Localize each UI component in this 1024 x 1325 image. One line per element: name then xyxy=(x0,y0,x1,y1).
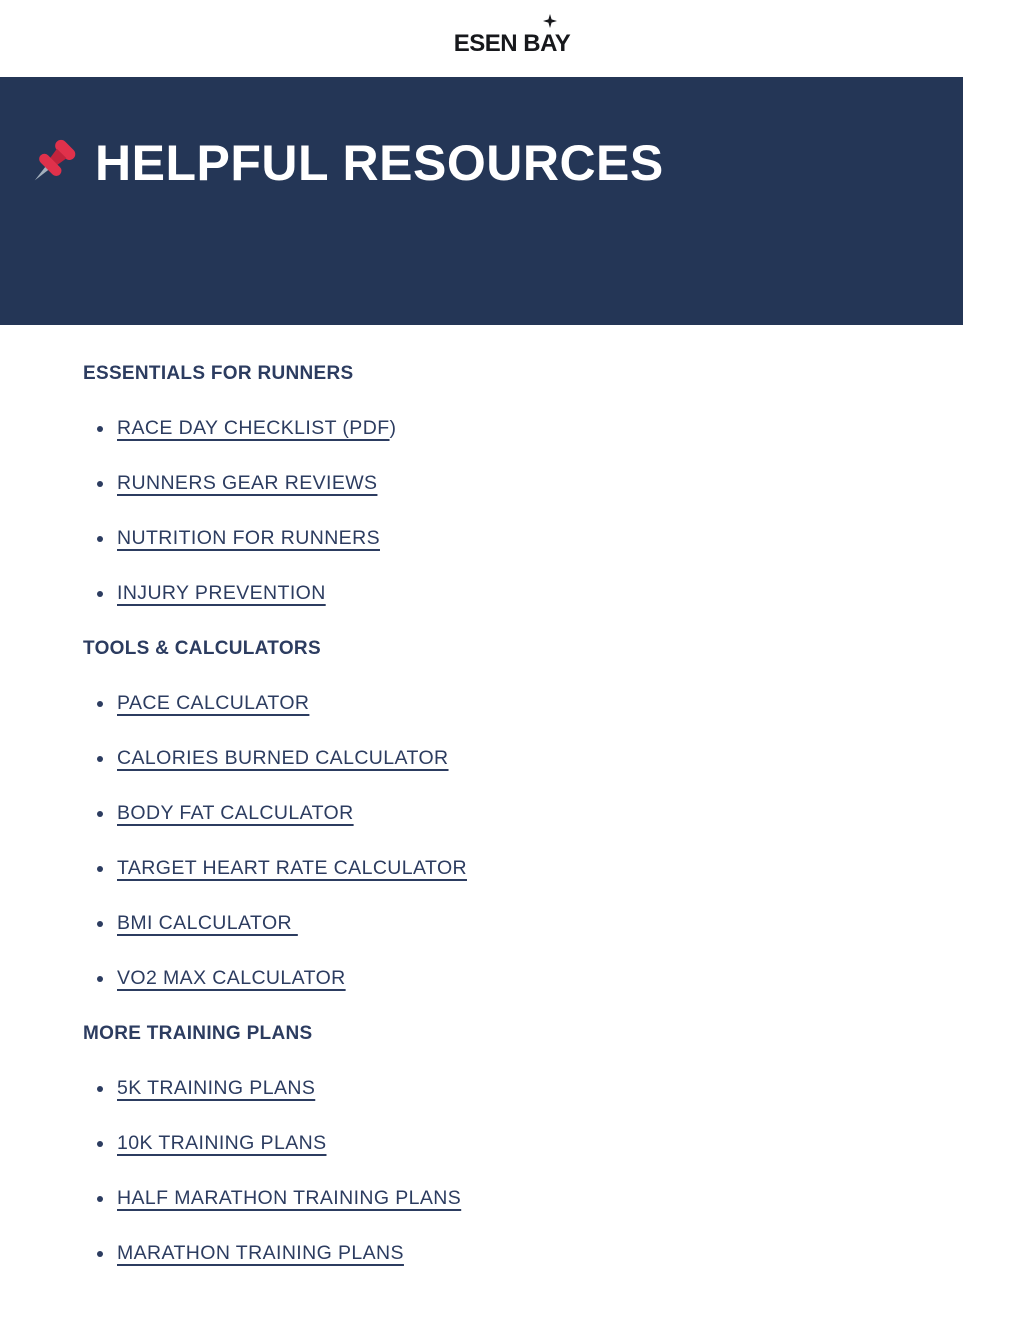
resource-link[interactable]: TARGET HEART RATE CALCULATOR xyxy=(117,857,467,879)
resource-link[interactable]: VO2 MAX CALCULATOR xyxy=(117,967,346,989)
bullet-icon xyxy=(97,426,103,432)
site-logo[interactable] xyxy=(454,20,571,58)
resource-list xyxy=(0,325,1024,1281)
bullet-icon xyxy=(97,1196,103,1202)
list-item xyxy=(83,566,1024,621)
bullet-icon xyxy=(97,591,103,597)
list-item xyxy=(83,676,1024,731)
list-item xyxy=(83,841,1024,896)
bullet-icon xyxy=(97,536,103,542)
resource-link[interactable]: NUTRITION FOR RUNNERS xyxy=(117,527,380,549)
resource-link[interactable]: RUNNERS GEAR REVIEWS xyxy=(117,472,378,494)
resource-link[interactable]: BMI CALCULATOR xyxy=(117,912,298,934)
link-suffix: ) xyxy=(389,417,397,439)
list-item xyxy=(83,1061,1024,1116)
bullet-icon xyxy=(97,921,103,927)
list-item xyxy=(83,401,1024,456)
list-item xyxy=(83,786,1024,841)
resource-link[interactable]: INJURY PREVENTION xyxy=(117,582,326,604)
bullet-icon xyxy=(97,1141,103,1147)
list-item xyxy=(83,731,1024,786)
bullet-icon xyxy=(97,811,103,817)
resource-link[interactable]: 10K TRAINING PLANS xyxy=(117,1132,327,1154)
bullet-icon xyxy=(97,756,103,762)
resource-link[interactable]: CALORIES BURNED CALCULATOR xyxy=(117,747,449,769)
list-item xyxy=(83,951,1024,1006)
list-item xyxy=(83,1171,1024,1226)
list-item xyxy=(83,896,1024,951)
site-header xyxy=(0,0,1024,77)
bullet-icon xyxy=(97,1086,103,1092)
bullet-icon xyxy=(97,701,103,707)
page-title: HELPFUL RESOURCES xyxy=(95,135,664,191)
resource-link[interactable]: HALF MARATHON TRAINING PLANS xyxy=(117,1187,462,1209)
list-item xyxy=(83,1116,1024,1171)
resource-link[interactable]: PACE CALCULATOR xyxy=(117,692,310,714)
section-heading: ESSENTIALS FOR RUNNERS xyxy=(83,362,354,384)
section-heading: TOOLS & CALCULATORS xyxy=(83,637,321,659)
resource-link[interactable]: RACE DAY CHECKLIST (PDF) xyxy=(117,417,397,439)
list-item xyxy=(83,511,1024,566)
logo-text: ESEN BAY xyxy=(453,29,571,57)
list-item xyxy=(83,456,1024,511)
bullet-icon xyxy=(97,866,103,872)
bullet-icon xyxy=(97,481,103,487)
resource-link[interactable]: BODY FAT CALCULATOR xyxy=(117,802,354,824)
banner xyxy=(0,77,963,325)
list-item xyxy=(83,1226,1024,1281)
bullet-icon xyxy=(97,1251,103,1257)
bullet-icon xyxy=(97,976,103,982)
sparkle-icon xyxy=(543,14,557,28)
section-heading: MORE TRAINING PLANS xyxy=(83,1022,313,1044)
pushpin-icon xyxy=(25,134,83,192)
resource-link[interactable]: MARATHON TRAINING PLANS xyxy=(117,1242,404,1264)
resource-link[interactable]: 5K TRAINING PLANS xyxy=(117,1077,316,1099)
